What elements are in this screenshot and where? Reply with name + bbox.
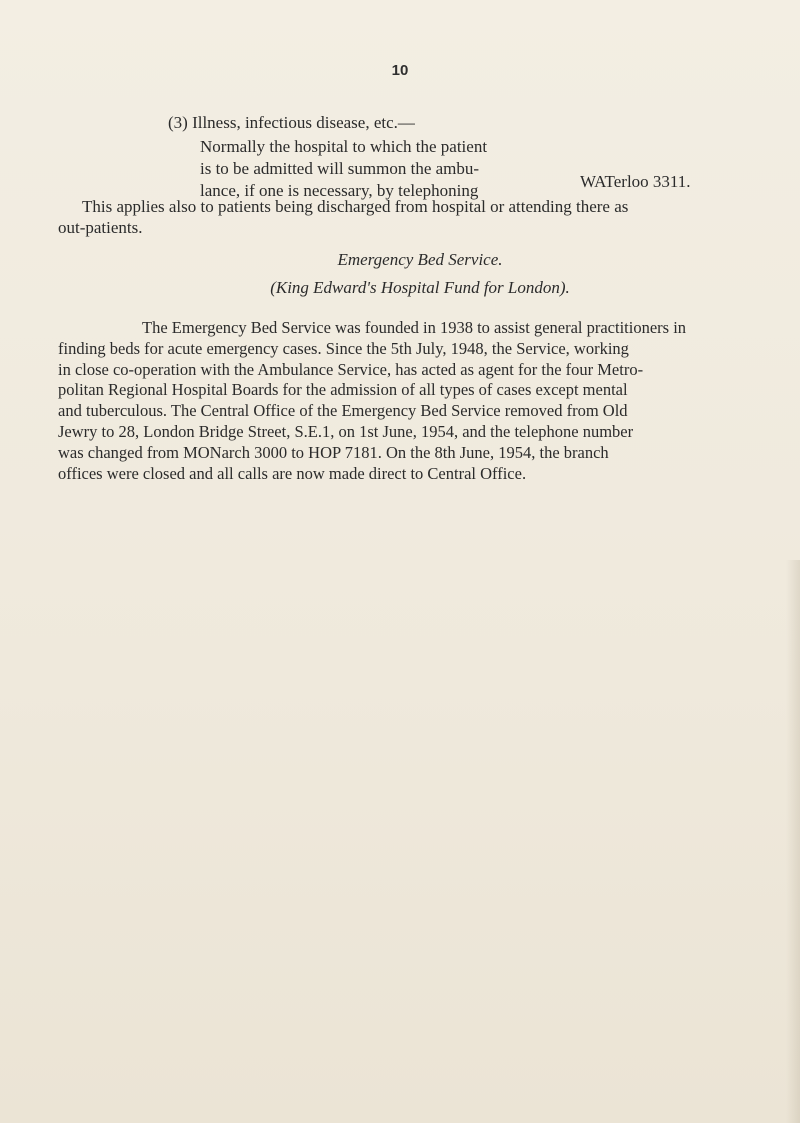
item-body-line: is to be admitted will summon the ambu- [200,159,480,178]
item-body [200,136,560,202]
item-body-line: lance, if one is necessary, by telephoning [200,181,479,200]
paragraph-line: politan Regional Hospital Boards for the admission of all types of cases except mental [58,380,628,400]
paragraph-line: was changed from MONarch 3000 to HOP 7181. On the 8th June, 1954, the branch [58,442,609,462]
section-subtitle: (King Edward's Hospital Fund for London). [270,278,570,297]
paragraph-line: offices were closed and all calls are now made direct to Central Office. [58,463,527,483]
page-edge-shadow [786,560,800,1123]
item-heading: (3) Illness, infectious disease, etc.— [168,113,415,132]
page-number: 10 [391,62,409,79]
section-title: Emergency Bed Service. [337,250,503,269]
paragraph-outpatients [58,196,786,238]
paragraph-line: finding beds for acute emergency cases. Since the 5th July, 1948, the Service, working [58,338,629,358]
paragraph-line: Jewry to 28, London Bridge Street, S.E.1, on 1st June, 1954, and the telephone number [58,421,634,441]
paragraph-line: The Emergency Bed Service was founded in 1938 to assist general practitioners in [142,318,687,337]
paragraph-emergency-bed-service [58,318,788,484]
item-body-line: Normally the hospital to which the patient [200,137,488,156]
paragraph-line: out-patients. [58,218,143,237]
paragraph-line: in close co-operation with the Ambulance Service, has acted as agent for the four Metro- [58,359,644,379]
paragraph-line: This applies also to patients being discharged from hospital or attending there as [82,197,629,216]
telephone-number: WATerloo 3311. [580,172,691,191]
paragraph-line: and tuberculous. The Central Office of the Emergency Bed Service removed from Old [58,401,628,421]
